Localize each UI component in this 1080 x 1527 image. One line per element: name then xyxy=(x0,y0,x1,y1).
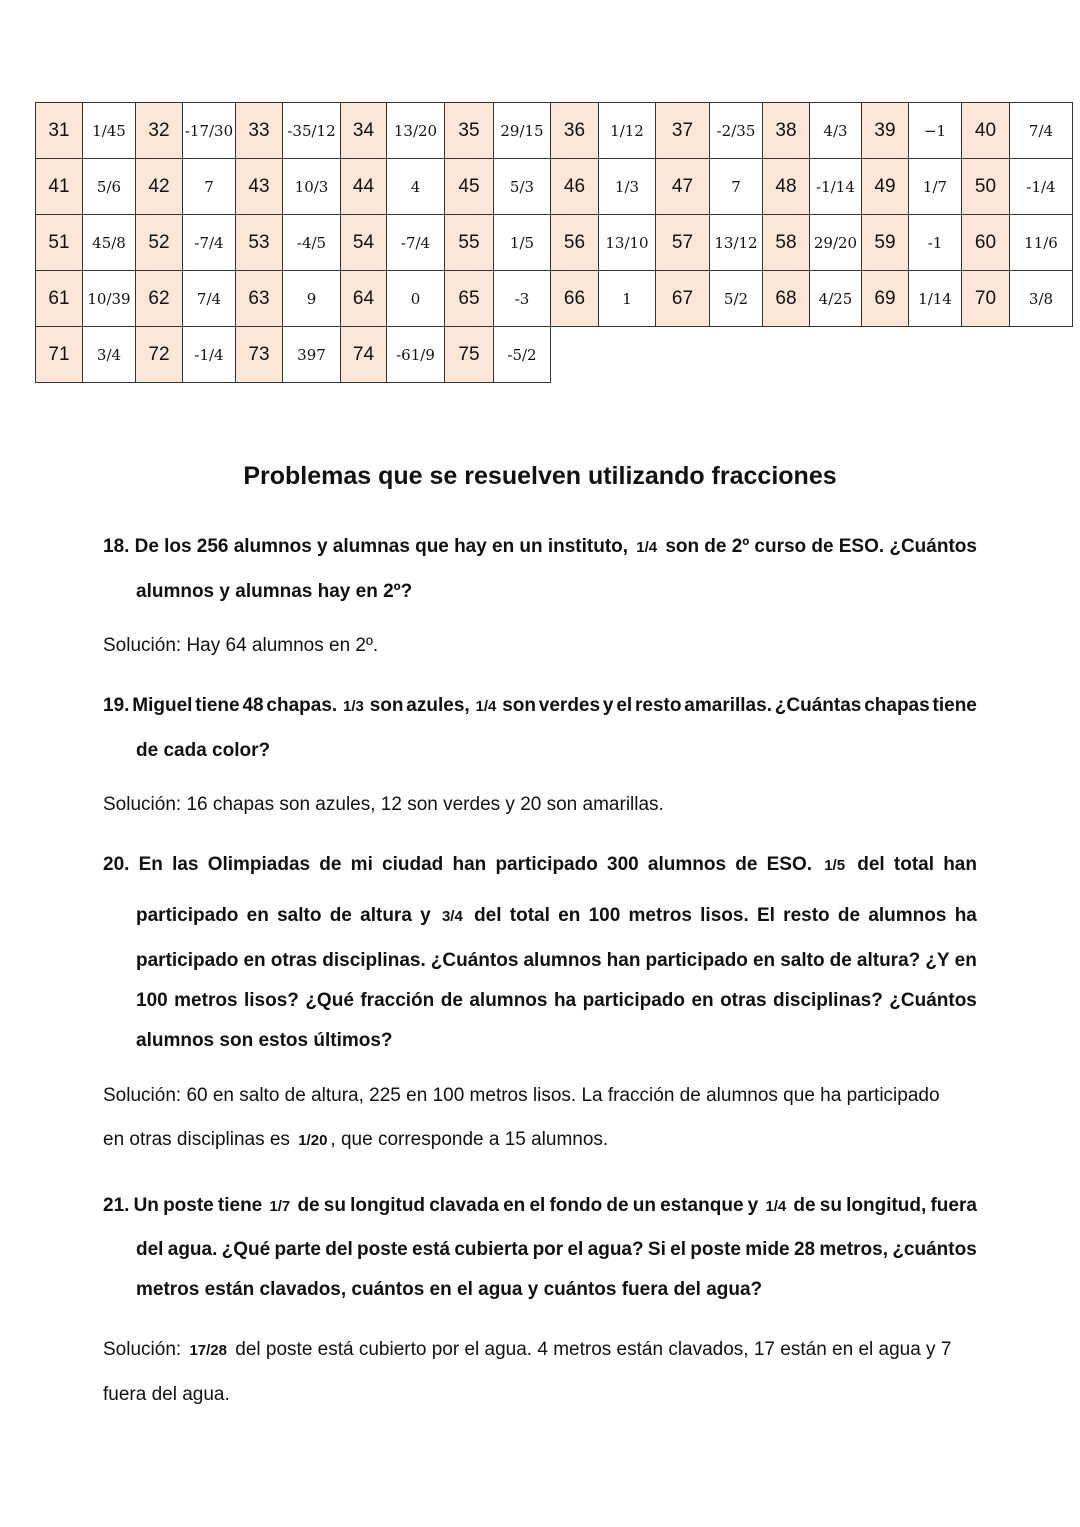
word: del xyxy=(325,1239,353,1260)
fraction: 3/4 xyxy=(441,907,463,925)
word: alumnos xyxy=(868,905,947,926)
empty-cell xyxy=(599,327,656,383)
answer-value: 1/5 xyxy=(494,215,551,271)
answer-value: 1/12 xyxy=(599,103,656,159)
word: poste xyxy=(163,1195,214,1216)
empty-cell xyxy=(551,327,599,383)
answer-value: -7/4 xyxy=(387,215,445,271)
word: hay xyxy=(454,536,487,557)
exercise-number: 32 xyxy=(136,103,183,159)
word: han xyxy=(943,854,977,875)
word: las xyxy=(172,854,199,875)
exercise-number: 66 xyxy=(551,271,599,327)
answer-value: -35/12 xyxy=(283,103,341,159)
problem-statement-line xyxy=(136,990,977,1012)
word: tiene xyxy=(195,695,240,716)
word: el xyxy=(670,1239,686,1260)
word: de xyxy=(329,905,352,926)
word: estanque xyxy=(660,1195,744,1216)
text: , que corresponde a 15 alumnos. xyxy=(330,1129,609,1150)
fraction: 1/7 xyxy=(269,1197,291,1215)
word: por xyxy=(532,1239,564,1260)
exercise-number: 58 xyxy=(763,215,810,271)
word: 20. xyxy=(103,854,130,875)
text: Solución: 60 en salto de altura, 225 en 100 metros lisos. La fracción de alumnos que ha participado xyxy=(103,1085,940,1106)
word: ha xyxy=(954,905,977,926)
answer-value: 3/4 xyxy=(83,327,136,383)
word: ¿Cuántas xyxy=(774,695,862,716)
answer-value: 5/2 xyxy=(710,271,763,327)
exercise-number: 44 xyxy=(341,159,387,215)
exercise-number: 51 xyxy=(36,215,83,271)
exercise-number: 70 xyxy=(962,271,1010,327)
word: de xyxy=(811,536,834,557)
answer-value: 1/7 xyxy=(909,159,962,215)
text: Solución: xyxy=(103,1339,187,1360)
word: altura? xyxy=(856,950,921,971)
exercise-number: 34 xyxy=(341,103,387,159)
solution-line xyxy=(103,635,378,657)
problem-statement-line xyxy=(136,740,977,762)
problem-statement-line xyxy=(136,1030,977,1052)
word: 300 xyxy=(607,854,639,875)
fraction: 1/20 xyxy=(298,1132,328,1149)
word: participado xyxy=(645,950,748,971)
word: chapas. xyxy=(266,695,338,716)
word: y xyxy=(602,695,614,716)
word: del xyxy=(136,1239,164,1260)
word: ¿Qué xyxy=(305,990,354,1011)
empty-cell xyxy=(810,327,862,383)
word: de xyxy=(440,990,463,1011)
exercise-number: 40 xyxy=(962,103,1010,159)
problem-statement-line xyxy=(103,695,977,717)
exercise-number: 52 xyxy=(136,215,183,271)
empty-cell xyxy=(962,327,1010,383)
table-row xyxy=(36,271,1073,327)
solution-line xyxy=(103,1085,940,1107)
exercise-number: 55 xyxy=(445,215,494,271)
word: chapas xyxy=(864,695,930,716)
word: del xyxy=(857,854,885,875)
word: alumnos xyxy=(523,950,602,971)
word: verdes xyxy=(538,695,601,716)
word: de xyxy=(606,1195,629,1216)
word: 28 xyxy=(793,1239,816,1260)
empty-cell xyxy=(710,327,763,383)
word: en xyxy=(492,536,515,557)
word: un xyxy=(632,1195,656,1216)
word: total xyxy=(509,905,550,926)
word: disciplinas? xyxy=(773,990,883,1011)
word: de xyxy=(297,1195,320,1216)
word: 2º xyxy=(731,536,750,557)
exercise-number: 68 xyxy=(763,271,810,327)
word: y xyxy=(747,1195,759,1216)
word: Miguel xyxy=(132,695,193,716)
problem-statement-line xyxy=(136,1239,977,1261)
word: del xyxy=(474,905,502,926)
answer-value: 13/10 xyxy=(599,215,656,271)
word: tiene xyxy=(932,695,977,716)
word: en xyxy=(752,950,776,971)
word: en xyxy=(558,905,581,926)
word: El xyxy=(756,905,775,926)
word: De xyxy=(134,536,159,557)
word: Un xyxy=(133,1195,159,1216)
text: Solución: Hay 64 alumnos en 2º. xyxy=(103,635,379,656)
word: alumnos xyxy=(233,536,312,557)
word: azules, xyxy=(406,695,470,716)
fraction: 1/4 xyxy=(636,538,658,556)
problem-statement-line xyxy=(136,950,977,972)
word: lisos? xyxy=(243,990,299,1011)
text: alumnos y alumnas hay en 2º? xyxy=(136,581,413,602)
answer-value: 1 xyxy=(599,271,656,327)
word: ¿Y xyxy=(925,950,950,971)
fraction: 1/5 xyxy=(824,856,846,874)
exercise-number: 72 xyxy=(136,327,183,383)
word: en xyxy=(246,905,269,926)
answer-value: 1/3 xyxy=(599,159,656,215)
exercise-number: 75 xyxy=(445,327,494,383)
word: en xyxy=(243,950,266,971)
word: tiene xyxy=(217,1195,263,1216)
text: alumnos son estos últimos? xyxy=(136,1030,393,1051)
answer-value: -1/4 xyxy=(1010,159,1073,215)
exercise-number: 43 xyxy=(236,159,283,215)
answer-value: -1 xyxy=(909,215,962,271)
exercise-number: 49 xyxy=(862,159,909,215)
answer-value: 1/14 xyxy=(909,271,962,327)
word: fuera xyxy=(930,1195,977,1216)
word: agua. xyxy=(167,1239,218,1260)
exercise-number: 74 xyxy=(341,327,387,383)
exercise-number: 37 xyxy=(656,103,710,159)
word: participado xyxy=(495,854,598,875)
word: son xyxy=(502,695,536,716)
word: curso xyxy=(754,536,807,557)
word: el xyxy=(616,695,633,716)
word: resto xyxy=(635,695,682,716)
exercise-number: 69 xyxy=(862,271,909,327)
word: metros xyxy=(174,990,238,1011)
solution-line xyxy=(103,794,664,816)
answer-value: 7/4 xyxy=(1010,103,1073,159)
exercise-number: 45 xyxy=(445,159,494,215)
word: agua? xyxy=(587,1239,644,1260)
empty-cell xyxy=(909,327,962,383)
word: otras xyxy=(720,990,767,1011)
problem-statement-line xyxy=(103,1195,977,1217)
word: participado xyxy=(582,990,685,1011)
exercise-number: 33 xyxy=(236,103,283,159)
word: el xyxy=(529,1195,546,1216)
problem-statement-line xyxy=(103,854,977,876)
text: fuera del agua. xyxy=(103,1384,230,1405)
word: de xyxy=(837,905,861,926)
word: en xyxy=(503,1195,526,1216)
answer-value: -3 xyxy=(494,271,551,327)
answer-value: -1/14 xyxy=(810,159,862,215)
exercise-number: 73 xyxy=(236,327,283,383)
exercise-number: 56 xyxy=(551,215,599,271)
answer-value: 45/8 xyxy=(83,215,136,271)
word: de xyxy=(319,854,342,875)
word: de xyxy=(793,1195,816,1216)
text: metros están clavados, cuántos en el agua y cuántos fuera del agua? xyxy=(136,1279,763,1300)
exercise-number: 48 xyxy=(763,159,810,215)
answer-value: 4/3 xyxy=(810,103,862,159)
word: alumnos xyxy=(647,854,727,875)
empty-cell xyxy=(656,327,710,383)
answer-value: -5/2 xyxy=(494,327,551,383)
answer-value: 5/3 xyxy=(494,159,551,215)
word: 19. xyxy=(103,695,130,716)
fraction: 1/3 xyxy=(343,697,364,715)
word: ¿Cuántos xyxy=(889,536,977,557)
word: resto xyxy=(783,905,830,926)
word: En xyxy=(138,854,163,875)
word: poste xyxy=(690,1239,741,1260)
word: 100 xyxy=(136,990,168,1011)
word: altura xyxy=(360,905,412,926)
word: ¿Cuántos xyxy=(430,950,519,971)
word: metros xyxy=(628,905,692,926)
answer-value: 4 xyxy=(387,159,445,215)
text: en otras disciplinas es xyxy=(103,1129,296,1150)
text: Solución: 16 chapas son azules, 12 son verdes y 20 son amarillas. xyxy=(103,794,664,815)
answer-value: 29/20 xyxy=(810,215,862,271)
solution-line xyxy=(103,1339,951,1361)
answer-value: 13/20 xyxy=(387,103,445,159)
word: y xyxy=(420,905,431,926)
word: participado xyxy=(136,905,239,926)
word: han xyxy=(606,950,641,971)
word: Olimpiadas xyxy=(207,854,311,875)
word: su xyxy=(323,1195,346,1216)
exercise-number: 67 xyxy=(656,271,710,327)
table-row xyxy=(36,159,1073,215)
answer-value: -4/5 xyxy=(283,215,341,271)
problem-statement-line xyxy=(136,1279,977,1301)
answer-value: 4/25 xyxy=(810,271,862,327)
word: 100 xyxy=(588,905,621,926)
fraction: 1/4 xyxy=(765,1197,787,1215)
word: ESO. xyxy=(838,536,885,557)
answer-value: 9 xyxy=(283,271,341,327)
empty-cell xyxy=(763,327,810,383)
word: de xyxy=(735,854,758,875)
answer-value: 5/6 xyxy=(83,159,136,215)
word: alumnos xyxy=(469,990,548,1011)
word: y xyxy=(317,536,328,557)
empty-cell xyxy=(862,327,909,383)
word: fondo xyxy=(549,1195,603,1216)
answer-value: 10/3 xyxy=(283,159,341,215)
answer-value: 0 xyxy=(387,271,445,327)
problem-statement-line xyxy=(103,536,977,558)
word: los xyxy=(164,536,192,557)
table-row xyxy=(36,103,1073,159)
exercise-number: 36 xyxy=(551,103,599,159)
word: ha xyxy=(553,990,577,1011)
section-title: Problemas que se resuelven utilizando fracciones xyxy=(243,462,837,490)
table-row xyxy=(36,215,1073,271)
answer-value: -17/30 xyxy=(183,103,236,159)
word: alumnas xyxy=(332,536,410,557)
word: son xyxy=(369,695,404,716)
word: en xyxy=(954,950,977,971)
word: son xyxy=(665,536,700,557)
word: su xyxy=(819,1195,842,1216)
word: parte xyxy=(274,1239,321,1260)
word: metros, xyxy=(819,1239,889,1260)
answer-value: -1/4 xyxy=(183,327,236,383)
word: fracción xyxy=(360,990,435,1011)
word: participado xyxy=(136,950,239,971)
answer-value: -61/9 xyxy=(387,327,445,383)
word: está xyxy=(412,1239,451,1260)
word: lisos. xyxy=(700,905,749,926)
word: otras xyxy=(270,950,318,971)
answer-value: 7/4 xyxy=(183,271,236,327)
word: amarillas. xyxy=(684,695,772,716)
word: en xyxy=(691,990,714,1011)
exercise-number: 31 xyxy=(36,103,83,159)
word: total xyxy=(893,854,934,875)
exercise-number: 64 xyxy=(341,271,387,327)
table-row xyxy=(36,327,1073,383)
word: 18. xyxy=(103,536,130,557)
fraction: 1/4 xyxy=(475,697,497,715)
word: longitud xyxy=(350,1195,426,1216)
word: longitud, xyxy=(846,1195,927,1216)
word: de xyxy=(704,536,727,557)
answer-value: -2/35 xyxy=(710,103,763,159)
exercise-number: 46 xyxy=(551,159,599,215)
word: 48 xyxy=(242,695,264,716)
word: de xyxy=(829,950,852,971)
word: ESO. xyxy=(766,854,813,875)
word: poste xyxy=(357,1239,408,1260)
exercise-number: 59 xyxy=(862,215,909,271)
word: instituto, xyxy=(547,536,629,557)
answer-value: 397 xyxy=(283,327,341,383)
word: que xyxy=(415,536,449,557)
word: ¿Qué xyxy=(221,1239,271,1260)
word: ¿cuántos xyxy=(892,1239,977,1260)
word: 21. xyxy=(103,1195,130,1216)
word: un xyxy=(519,536,543,557)
word: mi xyxy=(350,854,373,875)
exercise-number: 61 xyxy=(36,271,83,327)
answer-value: −1 xyxy=(909,103,962,159)
exercise-number: 71 xyxy=(36,327,83,383)
exercise-number: 41 xyxy=(36,159,83,215)
word: disciplinas. xyxy=(322,950,426,971)
exercise-number: 38 xyxy=(763,103,810,159)
word: cubierta xyxy=(454,1239,529,1260)
exercise-number: 57 xyxy=(656,215,710,271)
answers-table xyxy=(35,102,1073,383)
word: el xyxy=(567,1239,584,1260)
exercise-number: 54 xyxy=(341,215,387,271)
problem-statement-line xyxy=(136,905,977,927)
text: del poste está cubierto por el agua. 4 metros están clavados, 17 están en el agua y 7 xyxy=(230,1339,952,1360)
solution-line xyxy=(103,1129,608,1151)
word: 256 xyxy=(196,536,229,557)
word: salto xyxy=(780,950,825,971)
answer-value: 7 xyxy=(183,159,236,215)
exercise-number: 60 xyxy=(962,215,1010,271)
answer-value: 29/15 xyxy=(494,103,551,159)
solution-line xyxy=(103,1384,230,1406)
word: Si xyxy=(647,1239,666,1260)
exercise-number: 63 xyxy=(236,271,283,327)
answer-value: -7/4 xyxy=(183,215,236,271)
exercise-number: 50 xyxy=(962,159,1010,215)
answer-value: 1/45 xyxy=(83,103,136,159)
exercise-number: 65 xyxy=(445,271,494,327)
answer-value: 11/6 xyxy=(1010,215,1073,271)
problem-statement-line xyxy=(136,581,977,603)
word: mide xyxy=(745,1239,790,1260)
exercise-number: 42 xyxy=(136,159,183,215)
word: clavada xyxy=(429,1195,499,1216)
answer-value: 13/12 xyxy=(710,215,763,271)
exercise-number: 53 xyxy=(236,215,283,271)
answer-value: 7 xyxy=(710,159,763,215)
answer-value: 3/8 xyxy=(1010,271,1073,327)
word: ciudad xyxy=(382,854,444,875)
word: ¿Cuántos xyxy=(889,990,977,1011)
exercise-number: 35 xyxy=(445,103,494,159)
text: de cada color? xyxy=(136,740,271,761)
answer-value: 10/39 xyxy=(83,271,136,327)
fraction: 17/28 xyxy=(189,1342,227,1359)
exercise-number: 47 xyxy=(656,159,710,215)
exercise-number: 62 xyxy=(136,271,183,327)
word: han xyxy=(452,854,487,875)
empty-cell xyxy=(1010,327,1073,383)
word: salto xyxy=(277,905,322,926)
exercise-number: 39 xyxy=(862,103,909,159)
